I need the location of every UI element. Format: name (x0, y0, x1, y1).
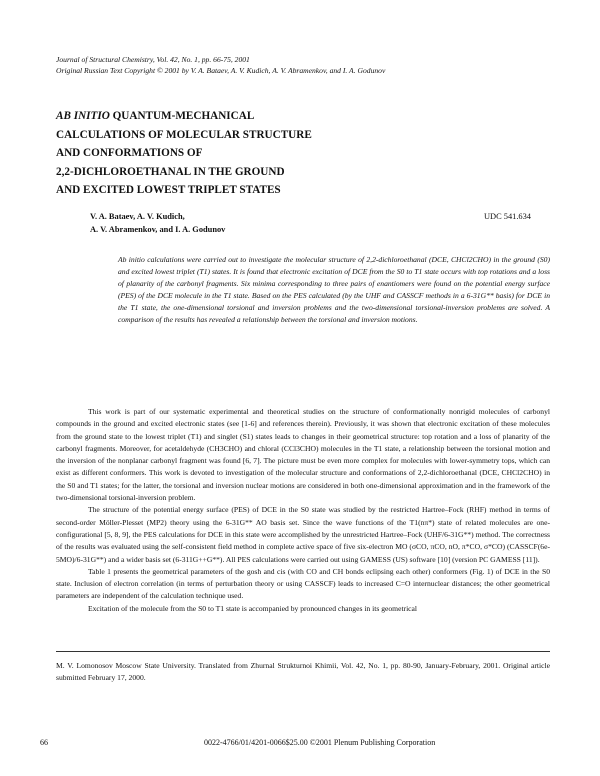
journal-copyright: Original Russian Text Copyright © 2001 by V. A. Bataev, A. V. Kudich, A. V. Abramenkov, and I. A. Godunov (56, 66, 386, 75)
title-line-2: CALCULATIONS OF MOLECULAR STRUCTURE (56, 128, 312, 141)
page-number: 66 (40, 738, 48, 747)
abstract: Ab initio calculations were carried out to investigate the molecular structure of 2,2-dichloroethanal (DCE, CHCl2CHO) in the ground (S0) and excited lowest triplet (T1) states. It is found that electronic excitation of DCE from the S0 to T1 state occurs with top rotations and a loss of planarity of the carbonyl fragments. Six minima corresponding to three pairs of enantiomers were found on the potential energy surface (PES) of the DCE molecule in the T1 state. Based on the PES calculated (by the UHF and CASSCF methods in a 6-31G** basis) for DCE in the T1 state, the one-dimensional torsional and inversion problems and the two-dimensional torsional-inversion problems are solved. A comparison of the results has revealed a relationship between the torsional and inversion motions. (118, 255, 550, 325)
title-line-4: 2,2-DICHLOROETHANAL IN THE GROUND (56, 165, 285, 178)
body-paragraph: Excitation of the molecule from the S0 to T1 state is accompanied by pronounced changes in its geometrical (88, 603, 418, 613)
title-line-1 (56, 107, 516, 126)
author-list (90, 210, 390, 236)
footnote-divider (56, 651, 550, 652)
body-paragraph: Table 1 presents the geometrical parameters of the gosh and cis (with CO and CH bonds eclipsing each other) conformers (Fig. 1) of DCE in the S0 state. Inclusion of electron correlation (in terms of perturbation theory or using CASSCF) leads to increased C=O internuclear distances; the other geometrical parameters are independent of the calculation technique used. (56, 566, 550, 601)
udc-code: UDC 541.634 (484, 212, 531, 221)
authors-line-1: V. A. Bataev, A. V. Kudich, (90, 212, 185, 221)
title-line-5: AND EXCITED LOWEST TRIPLET STATES (56, 184, 281, 196)
journal-citation: Journal of Structural Chemistry, Vol. 42, No. 1, pp. 66-75, 2001 (56, 55, 250, 64)
body-paragraph: This work is part of our systematic experimental and theoretical studies on the structure of conformationally nonrigid molecules of carbonyl compounds in the ground and excited electronic states (see [1-6] and references therein). Previously, it was shown that electronic excitation of these molecules from the ground state to the lowest triplet (T1) and singlet (S1) states leads to changes in their geometrical structure: top rotation and a loss of planarity of the carbonyl fragments. Moreover, for acetaldehyde (CH3CHO) and chloral (CCl3CHO) molecules in the T1 state, a relationship between the torsional motion and the inversion of the nonplanar carbonyl fragment was found [6, 7]. The picture must be even more complex for molecules with lower-symmetry tops, which can exist as different conformers. This work is devoted to investigation of the molecular structure and conformations of 2,2-dichloroethanal (DCE, CHCl2CHO) in the S0 and T1 states; for the latter, the torsional and inversion nuclear motions are considered in both one-dimensional approximation and in the framework of the two-dimensional torsional-inversion problem. (56, 407, 550, 503)
paper-title (56, 107, 516, 200)
title-line-1-rest: QUANTUM-MECHANICAL (109, 110, 255, 122)
authors-line-2: A. V. Abramenkov, and I. A. Godunov (90, 225, 226, 234)
body-text (56, 406, 550, 615)
title-italic-part: AB INITIO (56, 110, 110, 122)
body-paragraph: The structure of the potential energy surface (PES) of DCE in the S0 state was studied by the restricted Hartree–Fock (RHF) method in terms of second-order Möller-Plesset (MP2) theory using the 6-31G** AO basis set. Since the wave functions of the T1(nπ*) state of related molecules are one-configurational [5, 8, 9], the PES calculations for DCE in this state were accomplished by the unrestricted Hartree–Fock (UHF/6-31G**) method. The correctness of the results was evaluated using the self-consistent field method in complete active space of five six-electron MO (σCO, πCO, nO, π*CO, σ*CO) (CASSCF(6e-5MO)/6-31G**) and a wider basis set (6-311G++G**). All PES calculations were carried out using GAMESS (US) software [10] (version PC GAMESS [11]). (56, 505, 550, 564)
journal-header (56, 54, 556, 76)
copyright-line: 0022-4766/01/4201-0066$25.00 ©2001 Plenum Publishing Corporation (204, 738, 436, 747)
affiliation-footnote: M. V. Lomonosov Moscow State University. Translated from Zhurnal Strukturnoi Khimii, Vol. 42, No. 1, pp. 80-90, January-February, 2001. Original article submitted February 17, 2000. (56, 661, 550, 682)
title-line-3: AND CONFORMATIONS OF (56, 147, 203, 159)
